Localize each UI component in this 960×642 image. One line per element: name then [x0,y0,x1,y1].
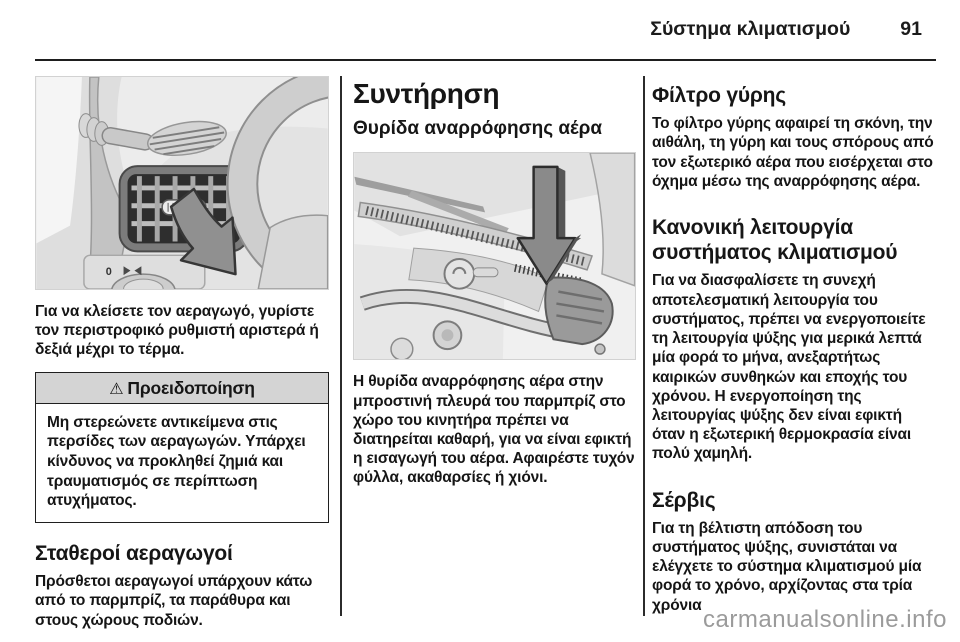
vent-close-paragraph: Για να κλείσετε τον αεραγωγό, γυρίστε τον περιστροφικό ρυθμιστή αριστερά ή δεξιά μέχρι το τέρμα. [35,303,319,359]
air-intake-paragraph: Η θυρίδα αναρρόφησης αέρα στην μπροστινή πλευρά του παρμπρίζ στο χώρο του κινητήρα πρέπει να διατηρείται καθαρή, για να είναι εφικτή η εισαγωγή του αέρα. Αφαιρέστε τυχόν φύλλα, ακαθαρσίες ή χιόνι. [353,373,635,487]
column-divider-left [340,76,342,616]
pollen-filter-heading: Φίλτρο γύρης [652,84,787,107]
header-rule [35,59,936,61]
fixed-vents-heading: Σταθεροί αεραγωγοί [35,542,233,566]
air-intake-illustration [353,152,636,360]
side-vent-illustration [35,76,329,290]
column-divider-right [643,76,645,616]
page-number: 91 [900,18,922,40]
service-heading: Σέρβις [652,488,716,512]
warning-triangle-icon: ⚠ [109,380,124,398]
warning-box-header [36,373,328,404]
side-vent-illustration-svg [36,77,328,289]
air-intake-heading: Θυρίδα αναρρόφησης αέρα [353,118,603,140]
maintenance-heading: Συντήρηση [353,78,500,109]
middle-column [353,79,636,488]
warning-box [35,372,329,523]
left-column [35,76,329,630]
right-column [652,83,936,615]
page-title: Σύστημα κλιματισμού [650,18,851,40]
watermark: carmanualsonline.info [703,606,947,633]
page-header [650,18,922,41]
air-intake-illustration-svg [354,153,635,359]
regular-operation-paragraph: Για να διασφαλίσετε τη συνεχή αποτελεσματική λειτουργία του συστήματος, πρέπει να ενεργοποιείτε τη λειτουργία ψύξης για μερικά λεπτά μία φορά το μήνα, ανεξαρτήτως καιρικών συνθηκών και εποχής του χρόνου. Η ενεργοποίηση της λειτουργίας ψύξης δεν είναι εφικτή όταν η εξωτερική θερμοκρασία είναι πολύ χαμηλή. [652,272,926,463]
fixed-vents-paragraph: Πρόσθετοι αεραγωγοί υπάρχουν κάτω από το παρμπρίζ, τα παράθυρα και στους χώρους ποδιών. [35,573,313,629]
knob-zero-label: 0 [105,266,112,279]
pollen-filter-paragraph: Το φίλτρο γύρης αφαιρεί τη σκόνη, την αιθάλη, τη γύρη και τους σπόρους από τον εξωτερικό αέρα που εισέρχεται στο όχημα μέσω της αναρρόφησης αέρα. [652,115,934,190]
service-paragraph: Για τη βέλτιστη απόδοση του συστήματος ψύξης, συνιστάται να ελέγχετε το σύστημα κλιματισμού μία φορά το χρόνο, αρχίζοντας στα τρία χρόνια [652,519,922,614]
warning-title: Προειδοποίηση [127,377,255,398]
regular-operation-heading: Κανονική λειτουργία συστήματος κλιματισμού [652,216,898,265]
warning-body: Μη στερεώνετε αντικείμενα στις περσίδες των αεραγωγών. Υπάρχει κίνδυνος να προκληθεί ζημιά και τραυματισμός σε περίπτωση ατυχήματος. [47,413,306,510]
